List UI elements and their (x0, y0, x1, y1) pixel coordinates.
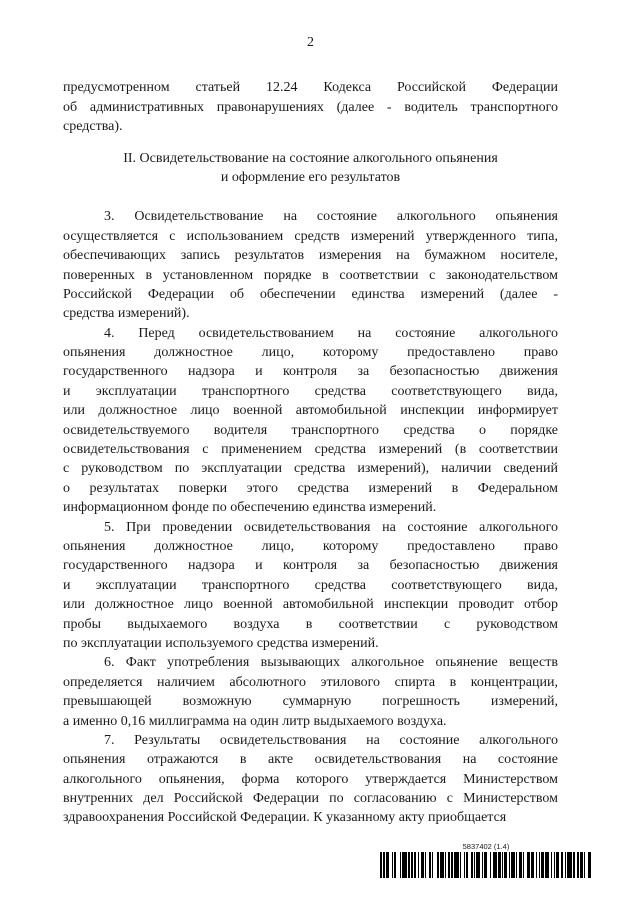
paragraph-intro (63, 78, 558, 136)
text-line: средства). (63, 119, 123, 135)
text-line: II. Освидетельствование на состояние алкогольного опьянения (123, 150, 498, 166)
paragraph-4 (63, 324, 558, 518)
text-line: осуществляется с использованием средств измерений утвержденного типа, (63, 228, 558, 244)
text-line: пробы выдыхаемого воздуха в соответствии с руководством (63, 616, 558, 632)
text-line: с руководством по эксплуатации средства измерений), наличии сведений (63, 461, 558, 477)
paragraph-5 (63, 518, 558, 654)
text-line: освидетельствуемого водителя транспортного средства о порядке (63, 422, 558, 438)
text-line: 7. Результаты освидетельствования на состояние алкогольного (104, 732, 558, 748)
text-line: предусмотренном статьей 12.24 Кодекса Российской Федерации (63, 80, 558, 96)
text-line: информационном фонде по обеспечению единства измерений. (63, 500, 437, 516)
barcode-label: 5837402 (1.4) (462, 842, 510, 851)
text-line: и эксплуатации транспортного средства соответствующего вида, (63, 577, 558, 593)
barcode-bar (588, 852, 591, 878)
page-number (63, 33, 558, 52)
text-line: и эксплуатации транспортного средства соответствующего вида, (63, 383, 558, 399)
text-line: обеспечивающих запись результатов измерения на бумажном носителе, (63, 248, 558, 264)
text-line: государственного надзора и контроля за безопасностью движения (63, 558, 558, 574)
document-body (63, 0, 558, 828)
paragraph-7 (63, 731, 558, 828)
paragraph-3 (63, 207, 558, 323)
text-line: или должностное лицо военной автомобильной инспекции проводит отбор (63, 597, 558, 613)
text-line: и оформление его результатов (220, 169, 401, 185)
text-line: по эксплуатации используемого средства измерений. (63, 635, 379, 651)
text-line: опьянения должностное лицо, которому предоставлено право (63, 345, 558, 361)
section-heading (63, 149, 558, 188)
text-line: средства измерений). (63, 306, 190, 322)
text-line: опьянения отражаются в акте освидетельствования на состояние (63, 752, 558, 768)
barcode (380, 842, 592, 878)
text-line: алкогольного опьянения, форма которого утверждается Министерством (63, 771, 558, 787)
text-line: 3. Освидетельствование на состояние алкогольного опьянения (104, 209, 558, 225)
text-line: Российской Федерации об обеспечении единства измерений (далее - (63, 286, 558, 302)
text-line: опьянения должностное лицо, которому предоставлено право (63, 538, 558, 554)
text-line: определяется наличием абсолютного этилового спирта в концентрации, (63, 674, 558, 690)
text-line: здравоохранения Российской Федерации. К указанному акту приобщается (63, 810, 507, 826)
text-line: об административных правонарушениях (далее - водитель транспортного (63, 99, 558, 115)
text-line: 5. При проведении освидетельствования на состояние алкогольного (104, 519, 558, 535)
text-line: 4. Перед освидетельствованием на состояние алкогольного (104, 325, 558, 341)
text-line: а именно 0,16 миллиграмма на один литр выдыхаемого воздуха. (63, 713, 447, 729)
text-line: 6. Факт употребления вызывающих алкогольное опьянение веществ (104, 655, 558, 671)
text-line: освидетельствования с применением средства измерений (в соответствии (63, 442, 558, 458)
text-line: превышающей возможную суммарную погрешность измерений, (63, 694, 558, 710)
text-line: 2 (307, 35, 314, 50)
text-line: внутренних дел Российской Федерации по согласованию с Министерством (63, 791, 558, 807)
paragraph-6 (63, 653, 558, 731)
barcode-icon (380, 852, 592, 878)
text-line: или должностное лицо военной автомобильной инспекции информирует (63, 403, 558, 419)
text-line: государственного надзора и контроля за безопасностью движения (63, 364, 558, 380)
text-line: поверенных в установленном порядке в соответствии с законодательством (63, 267, 558, 283)
text-line: о результатах поверки этого средства измерений в Федеральном (63, 480, 558, 496)
